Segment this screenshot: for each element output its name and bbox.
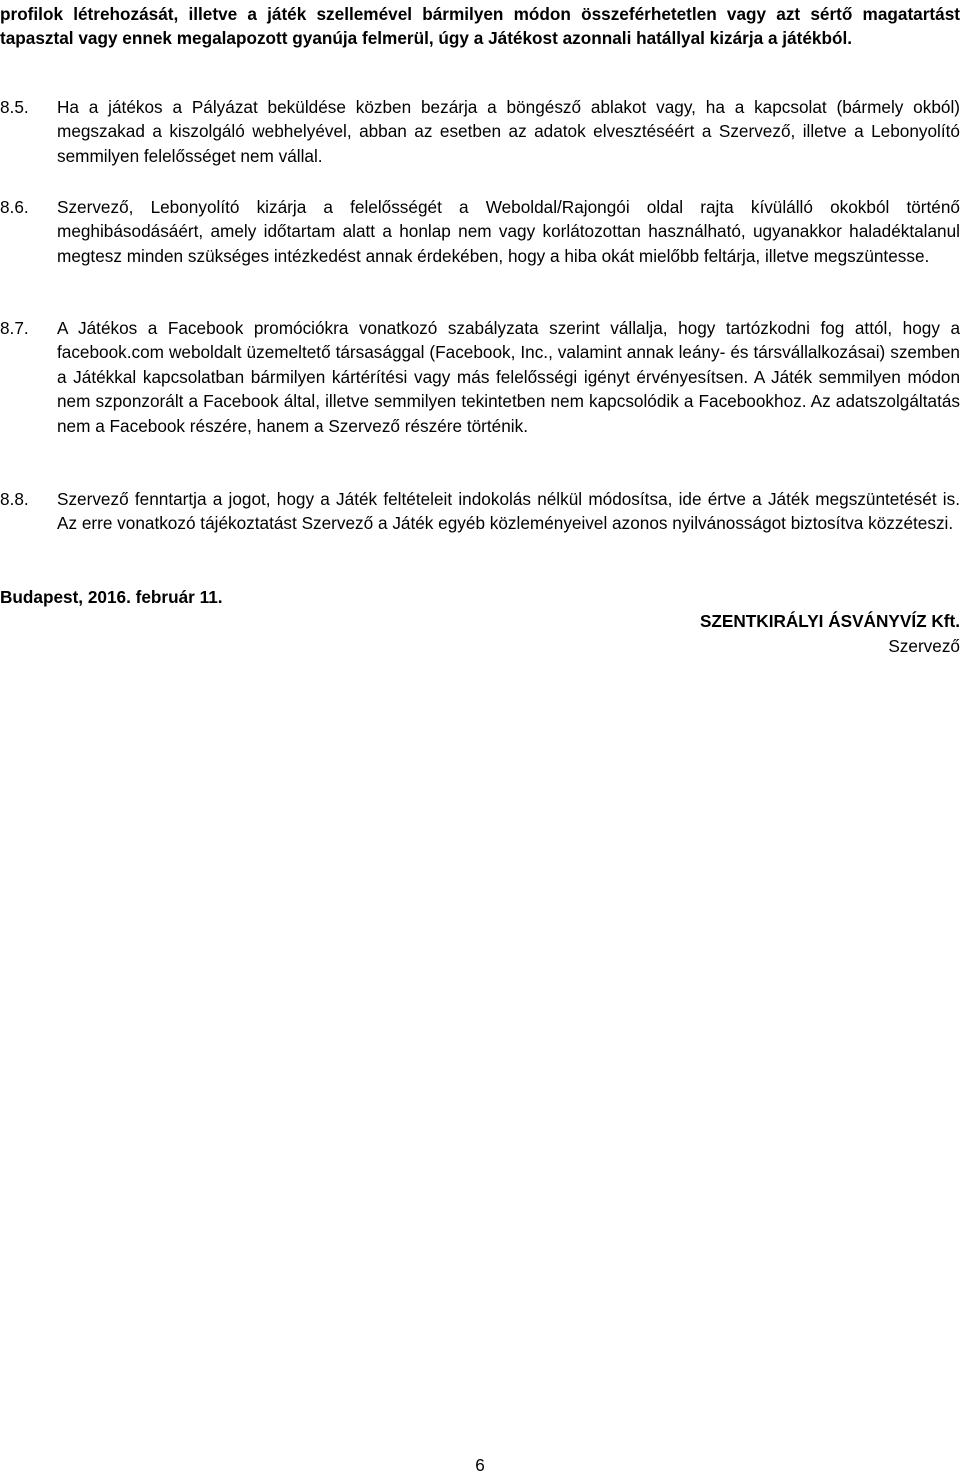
section-text: Szervező fenntartja a jogot, hogy a Játék feltételeit indokolás nélkül módosítsa, ide értve a Játék megszüntetését is. Az erre vonatkozó tájékoztatást Szervező a Játék egyéb közleményeivel azonos nyilvánosságot biztosítva közzéteszi. — [57, 489, 960, 534]
company-role: Szervező — [888, 636, 960, 656]
intro-paragraph: profilok létrehozását, illetve a játék szellemével bármilyen módon összeférhetetlen vagy azt sértő magatartást tapasztal vagy ennek megalapozott gyanúja felmerül, úgy a Játékost azonnali hatállyal kizárja a játékból. — [0, 4, 960, 49]
section-text: Ha a játékos a Pályázat beküldése közben bezárja a böngésző ablakot vagy, ha a kapcsolat (bármely okból) megszakad a kiszolgáló webhelyével, abban az esetben az adatok elvesztéséért a Szervező, illetve a Lebonyolító semmilyen felelősséget nem vállal. — [57, 97, 960, 166]
section-number: 8.7. — [0, 318, 29, 338]
page-number: 6 — [475, 1455, 485, 1475]
company-name: SZENTKIRÁLYI ÁSVÁNYVÍZ Kft. — [699, 611, 960, 631]
section-number: 8.5. — [0, 97, 29, 117]
section-number: 8.8. — [0, 489, 29, 509]
place-date: Budapest, 2016. február 11. — [0, 587, 223, 607]
section-number: 8.6. — [0, 197, 29, 217]
section-text: Szervező, Lebonyolító kizárja a felelősségét a Weboldal/Rajongói oldal rajta kívülálló okokból történő meghibásodásáért, amely időtartam alatt a honlap nem vagy korlátozottan használható, ugyanakkor haladéktalanul megtesz minden szükséges intézkedést annak érdekében, hogy a hiba okát mielőbb feltárja, illetve megszüntesse. — [57, 197, 960, 266]
section-text: A Játékos a Facebook promóciókra vonatkozó szabályzata szerint vállalja, hogy tartózkodni fog attól, hogy a facebook.com weboldalt üzemeltető társasággal (Facebook, Inc., valamint annak leány- és társvállalkozásai) szemben a Játékkal kapcsolatban bármilyen kártérítési vagy más felelősségi igényt érvényesítsen. A Játék semmilyen módon nem szponzorált a Facebook által, illetve semmilyen tekintetben nem kapcsolódik a Facebookhoz. Az adatszolgáltatás nem a Facebook részére, hanem a Szervező részére történik. — [57, 318, 960, 436]
